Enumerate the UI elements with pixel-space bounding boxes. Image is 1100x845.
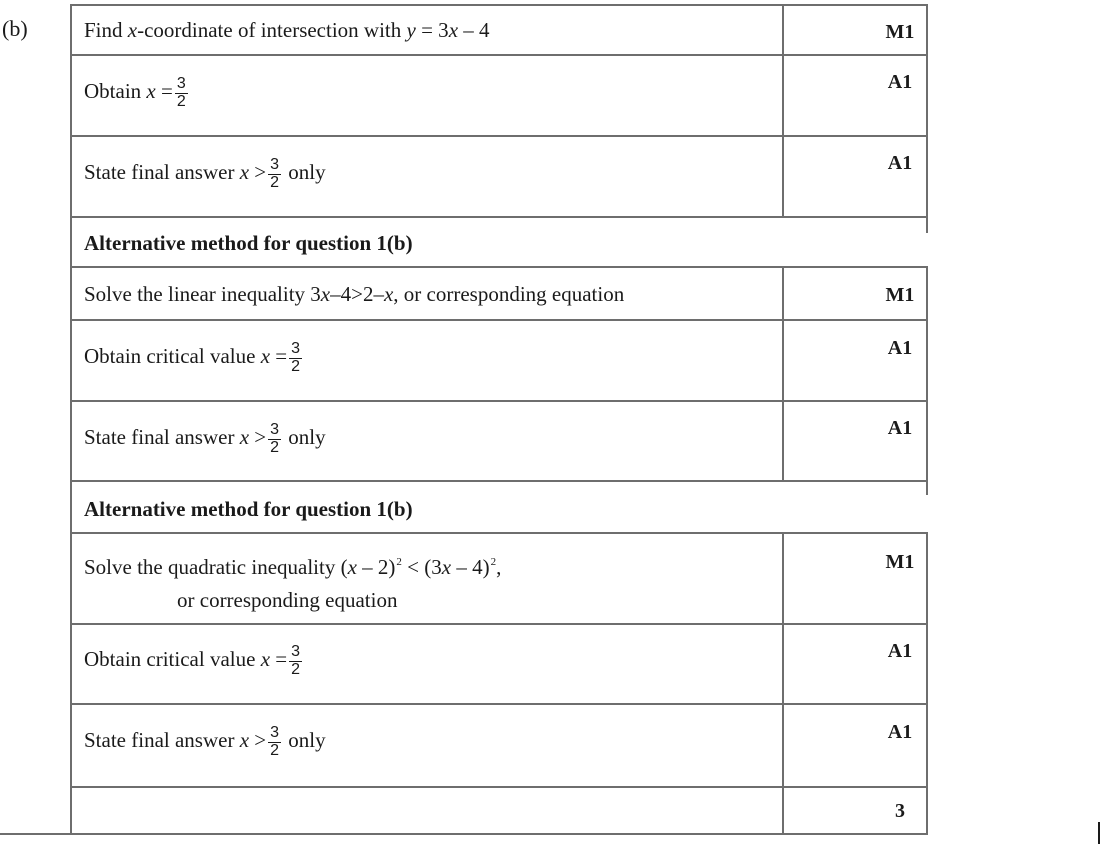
table-top-border <box>70 4 928 6</box>
math-var: x <box>347 555 357 579</box>
exponent: 2 <box>490 556 497 568</box>
fraction-denominator: 2 <box>270 438 280 456</box>
math-text: > <box>249 425 267 450</box>
math-text: – 4 <box>458 18 490 42</box>
fraction-numerator: 3 <box>270 156 280 173</box>
math-var: x <box>448 18 459 42</box>
math-text: = <box>270 344 288 369</box>
fraction-numerator: 3 <box>270 724 280 741</box>
fraction-numerator: 3 <box>291 643 301 660</box>
mark-a1: A1 <box>887 71 913 93</box>
math-var: x <box>146 79 156 104</box>
math-var: x <box>127 18 138 42</box>
math-var: y <box>406 18 416 42</box>
row-divider <box>70 703 928 705</box>
exponent: 2 <box>396 556 402 568</box>
step-text: State final answer <box>84 160 240 185</box>
fraction-denominator: 2 <box>291 660 301 678</box>
step-text: State final answer <box>84 425 240 450</box>
step-text: Solve the linear inequality <box>84 282 311 306</box>
alternative-method-heading: Alternative method for question 1(b) <box>84 231 413 255</box>
math-text: < (3 <box>401 555 442 579</box>
fraction <box>289 644 302 679</box>
math-text: –4>2– <box>330 282 384 306</box>
total-marks: 3 <box>895 800 905 822</box>
fraction-denominator: 2 <box>291 357 301 375</box>
math-var: x <box>239 425 250 450</box>
step-obtain-x <box>84 76 190 111</box>
math-text: , <box>496 555 502 579</box>
column-divider-left <box>70 4 72 835</box>
row-divider <box>70 266 928 268</box>
math-var: x <box>239 160 250 185</box>
step-text: State final answer <box>84 728 240 753</box>
column-divider-mark-left <box>782 532 784 835</box>
alternative-method-heading: Alternative method for question 1(b) <box>84 497 413 521</box>
fraction-denominator: 2 <box>176 92 186 110</box>
math-text: 3 <box>310 282 321 306</box>
mark-a1: A1 <box>887 417 913 439</box>
step-text: only <box>283 728 326 753</box>
step-text: only <box>283 160 326 185</box>
step-text-line2: or corresponding equation <box>177 588 398 612</box>
math-text: > <box>249 160 267 185</box>
row-divider <box>70 786 928 788</box>
step-text: , or corresponding equation <box>393 282 625 306</box>
fraction <box>268 725 281 760</box>
part-label: (b) <box>2 16 28 41</box>
math-var: x <box>260 344 271 369</box>
fraction <box>175 76 188 111</box>
column-divider-mark-left <box>782 266 784 480</box>
step-text: only <box>283 425 326 450</box>
fraction-denominator: 2 <box>270 173 280 191</box>
mark-a1: A1 <box>887 337 913 359</box>
fraction-numerator: 3 <box>291 340 301 357</box>
mark-m1: M1 <box>885 551 915 573</box>
math-text: = <box>155 79 173 104</box>
math-text: = <box>270 647 288 672</box>
mark-a1: A1 <box>887 152 913 174</box>
column-divider-right <box>926 532 928 835</box>
fraction-numerator: 3 <box>176 75 186 92</box>
step-find-intersection <box>84 20 490 41</box>
step-state-final-answer <box>84 157 326 192</box>
fraction <box>268 422 281 457</box>
step-state-final-answer <box>84 422 326 457</box>
fraction-denominator: 2 <box>270 741 280 759</box>
row-divider <box>70 319 928 321</box>
step-text: Solve the quadratic inequality <box>84 555 341 579</box>
row-divider <box>70 532 928 534</box>
step-obtain-critical-value <box>84 341 304 376</box>
step-text: Obtain critical value <box>84 344 261 369</box>
step-solve-quadratic-inequality <box>84 557 501 578</box>
math-text: = 3 <box>415 18 449 42</box>
row-divider <box>70 216 928 218</box>
row-divider <box>70 54 928 56</box>
fraction <box>268 157 281 192</box>
fraction-numerator: 3 <box>270 421 280 438</box>
step-obtain-critical-value <box>84 644 304 679</box>
math-var: x <box>441 555 452 579</box>
mark-a1: A1 <box>887 640 913 662</box>
row-divider <box>70 400 928 402</box>
math-text: ( <box>340 555 348 579</box>
math-var: x <box>320 282 331 306</box>
math-text: – 2) <box>356 555 396 579</box>
step-text: Obtain <box>84 79 147 104</box>
step-text: Find <box>84 18 128 42</box>
math-var: x <box>383 282 394 306</box>
step-text: Obtain critical value <box>84 647 261 672</box>
row-divider <box>70 135 928 137</box>
mark-m1: M1 <box>885 21 915 43</box>
table-bottom-border <box>0 833 928 835</box>
row-divider <box>70 480 928 482</box>
math-var: x <box>239 728 250 753</box>
math-var: x <box>260 647 271 672</box>
row-divider <box>70 623 928 625</box>
column-divider-mark-left <box>782 4 784 216</box>
fraction <box>289 341 302 376</box>
step-text: -coordinate of intersection with <box>137 18 407 42</box>
mark-m1: M1 <box>885 284 915 306</box>
step-state-final-answer <box>84 725 326 760</box>
mark-a1: A1 <box>887 721 913 743</box>
math-text: > <box>249 728 267 753</box>
math-text: – 4) <box>451 555 490 579</box>
step-solve-linear-inequality <box>84 284 624 305</box>
